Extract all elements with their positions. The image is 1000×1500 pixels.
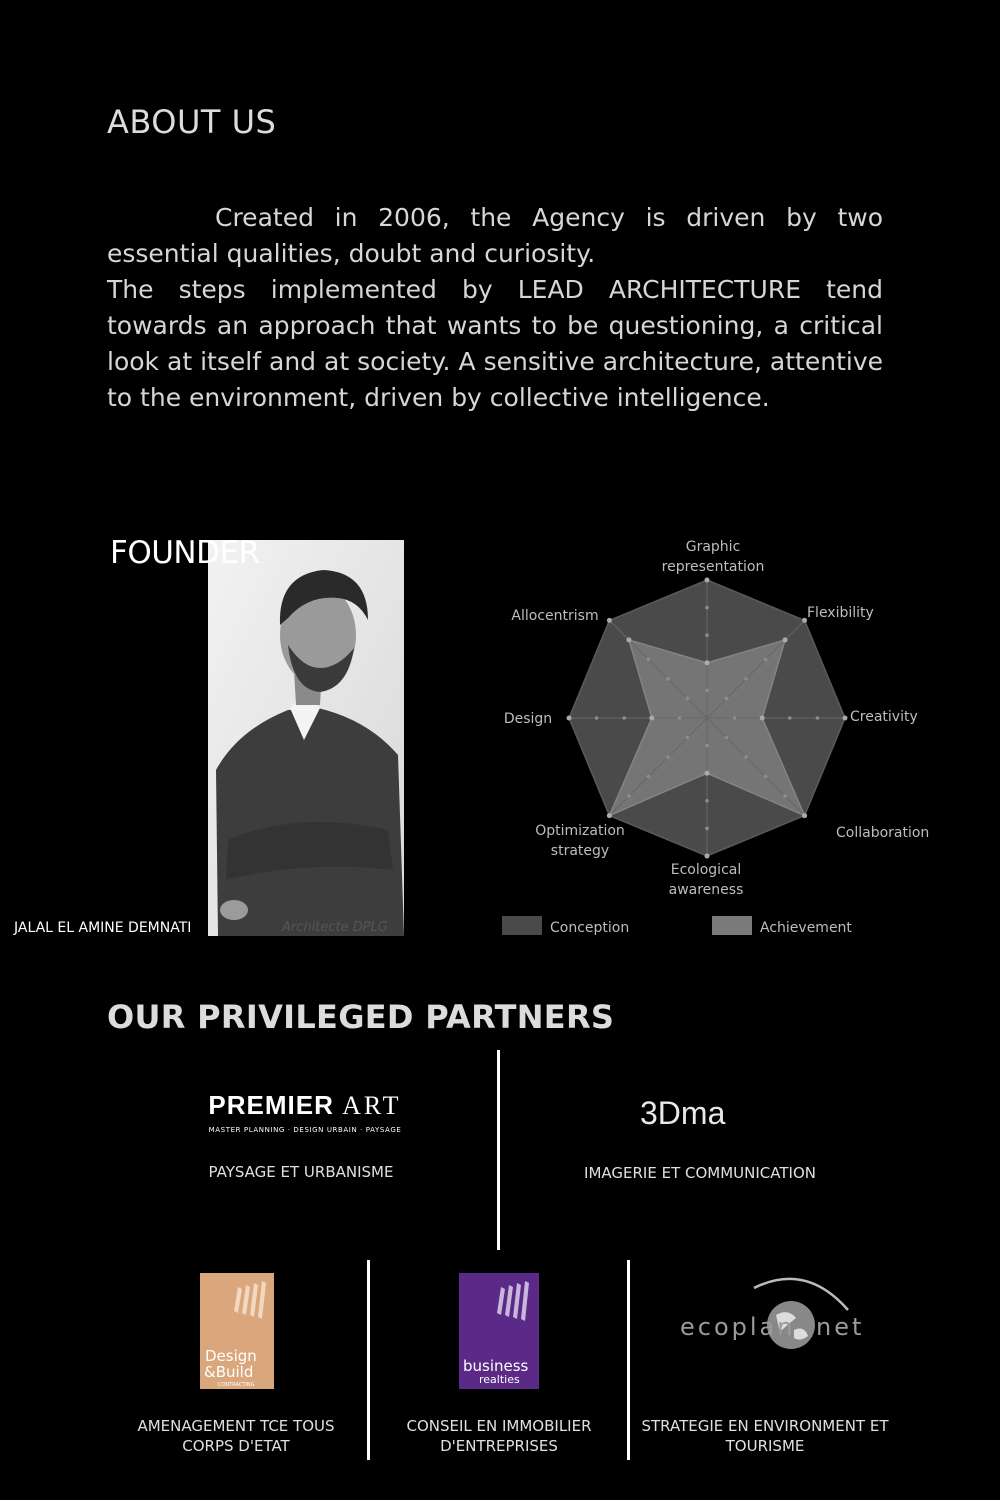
radar-point-conception xyxy=(567,716,572,721)
radar-point-achievement xyxy=(760,716,765,721)
radar-tick-dot xyxy=(788,716,792,720)
legend-label-achievement: Achievement xyxy=(760,920,852,936)
legend-swatch-conception xyxy=(502,916,542,935)
business-realties-caption-line-1: CONSEIL EN IMMOBILIER xyxy=(406,1417,592,1435)
radar-tick-dot xyxy=(686,736,690,740)
radar-tick-dot xyxy=(705,827,709,831)
ecoplan-caption-line-1: STRATEGIE EN ENVIRONMENT ET xyxy=(641,1417,889,1435)
radar-axis-label: strategy xyxy=(550,843,610,859)
legend-label-conception: Conception xyxy=(550,920,630,936)
radar-tick-dot xyxy=(783,794,787,798)
about-paragraph-2: The steps implemented by LEAD ARCHITECTURE tend towards an approach that wants to be questioning, a critical look at itself and at society. A sensitive architecture, attentive to the environment, driven by collective intelligence. xyxy=(107,275,883,412)
radar-point-achievement xyxy=(705,771,710,776)
radar-tick-dot xyxy=(764,658,768,662)
founder-role: Architecte DPLG xyxy=(282,920,388,935)
radar-axis-label: awareness xyxy=(668,882,744,898)
radar-point-conception xyxy=(705,854,710,859)
premier-art-logo-title xyxy=(204,1090,406,1121)
radar-axis-label: Allocentrism xyxy=(511,608,599,624)
radar-tick-dot xyxy=(627,794,631,798)
business-realties-logo[interactable] xyxy=(459,1273,539,1389)
radar-axis-label: Ecological xyxy=(670,862,742,878)
about-paragraph-1: Created in 2006, the Agency is driven by two essential qualities, doubt and curiosity. xyxy=(107,203,883,268)
design-build-caption-line-2: CORPS D'ETAT xyxy=(182,1437,290,1455)
radar-tick-dot xyxy=(595,716,599,720)
about-text xyxy=(107,200,883,416)
business-realties-caption xyxy=(380,1416,618,1456)
radar-axis-label: Graphic xyxy=(685,539,741,555)
premier-art-logo-word-1: PREMIER xyxy=(208,1090,334,1120)
business-realties-logo-word-2: realties xyxy=(479,1373,520,1386)
about-heading: ABOUT US xyxy=(107,103,277,141)
ecoplan-logo-word-1: ecoplan xyxy=(680,1313,796,1341)
design-build-logo-word-2: &Build xyxy=(204,1363,254,1381)
premier-art-logo-subtitle: MASTER PLANNING · DESIGN URBAIN · PAYSAGE xyxy=(208,1126,402,1134)
radar-tick-dot xyxy=(705,606,709,610)
radar-tick-dot xyxy=(725,697,729,701)
premier-art-logo-word-2: ART xyxy=(342,1091,402,1120)
founder-heading: FOUNDER xyxy=(110,535,260,571)
radar-tick-dot xyxy=(622,716,626,720)
ecoplan-caption-line-2: TOURISME xyxy=(725,1437,805,1455)
radar-tick-dot xyxy=(744,677,748,681)
design-build-logo[interactable] xyxy=(200,1273,274,1389)
radar-tick-dot xyxy=(678,716,682,720)
premier-art-logo[interactable] xyxy=(204,1090,406,1134)
founder-portrait-image xyxy=(208,540,404,936)
radar-point-conception xyxy=(607,618,612,623)
radar-tick-dot xyxy=(816,716,820,720)
partners-divider-top xyxy=(497,1050,500,1250)
radar-point-achievement xyxy=(783,637,788,642)
founder-name: JALAL EL AMINE DEMNATI xyxy=(14,920,192,936)
radar-tick-dot xyxy=(666,755,670,759)
radar-axis-label: Collaboration xyxy=(836,825,930,841)
ecoplan-logo-word-2: net xyxy=(816,1313,865,1341)
legend-swatch-achievement xyxy=(712,916,752,935)
design-build-logo-word-1: Design xyxy=(205,1347,257,1365)
radar-tick-dot xyxy=(686,697,690,701)
radar-point-achievement xyxy=(607,813,612,818)
radar-tick-dot xyxy=(647,658,651,662)
radar-tick-dot xyxy=(733,716,737,720)
radar-tick-dot xyxy=(764,775,768,779)
partners-divider-left xyxy=(367,1260,370,1460)
radar-axis-label: Optimization xyxy=(535,823,625,839)
skills-radar-chart xyxy=(480,525,980,955)
radar-tick-dot xyxy=(705,799,709,803)
radar-point-achievement xyxy=(649,716,654,721)
radar-tick-dot xyxy=(725,736,729,740)
radar-point-conception xyxy=(705,578,710,583)
ecoplan-logo[interactable] xyxy=(676,1270,865,1360)
founder-photo xyxy=(208,540,404,936)
radar-tick-dot xyxy=(744,755,748,759)
radar-point-conception xyxy=(843,716,848,721)
radar-point-achievement xyxy=(705,660,710,665)
3dma-logo[interactable]: 3Dma xyxy=(640,1095,726,1131)
radar-axis-label: Flexibility xyxy=(807,605,874,621)
radar-axis-label: Creativity xyxy=(850,709,918,725)
3dma-caption: IMAGERIE ET COMMUNICATION xyxy=(584,1164,816,1182)
partners-heading: OUR PRIVILEGED PARTNERS xyxy=(107,998,615,1036)
radar-tick-dot xyxy=(666,677,670,681)
premier-art-caption: PAYSAGE ET URBANISME xyxy=(208,1163,394,1181)
radar-tick-dot xyxy=(705,633,709,637)
ecoplan-caption xyxy=(638,1416,892,1456)
partners-divider-right xyxy=(627,1260,630,1460)
business-realties-caption-line-2: D'ENTREPRISES xyxy=(440,1437,558,1455)
radar-tick-dot xyxy=(705,744,709,748)
radar-axis-label: Design xyxy=(503,711,553,727)
radar-axis-label: representation xyxy=(661,559,765,575)
radar-tick-dot xyxy=(705,689,709,693)
radar-point-achievement xyxy=(626,637,631,642)
business-realties-logo-word-1: business xyxy=(463,1357,529,1375)
radar-point-achievement xyxy=(802,813,807,818)
radar-tick-dot xyxy=(647,775,651,779)
design-build-caption xyxy=(120,1416,352,1456)
design-build-logo-subtitle: CONTRACTING xyxy=(218,1382,255,1388)
design-build-caption-line-1: AMENAGEMENT TCE TOUS xyxy=(137,1417,335,1435)
